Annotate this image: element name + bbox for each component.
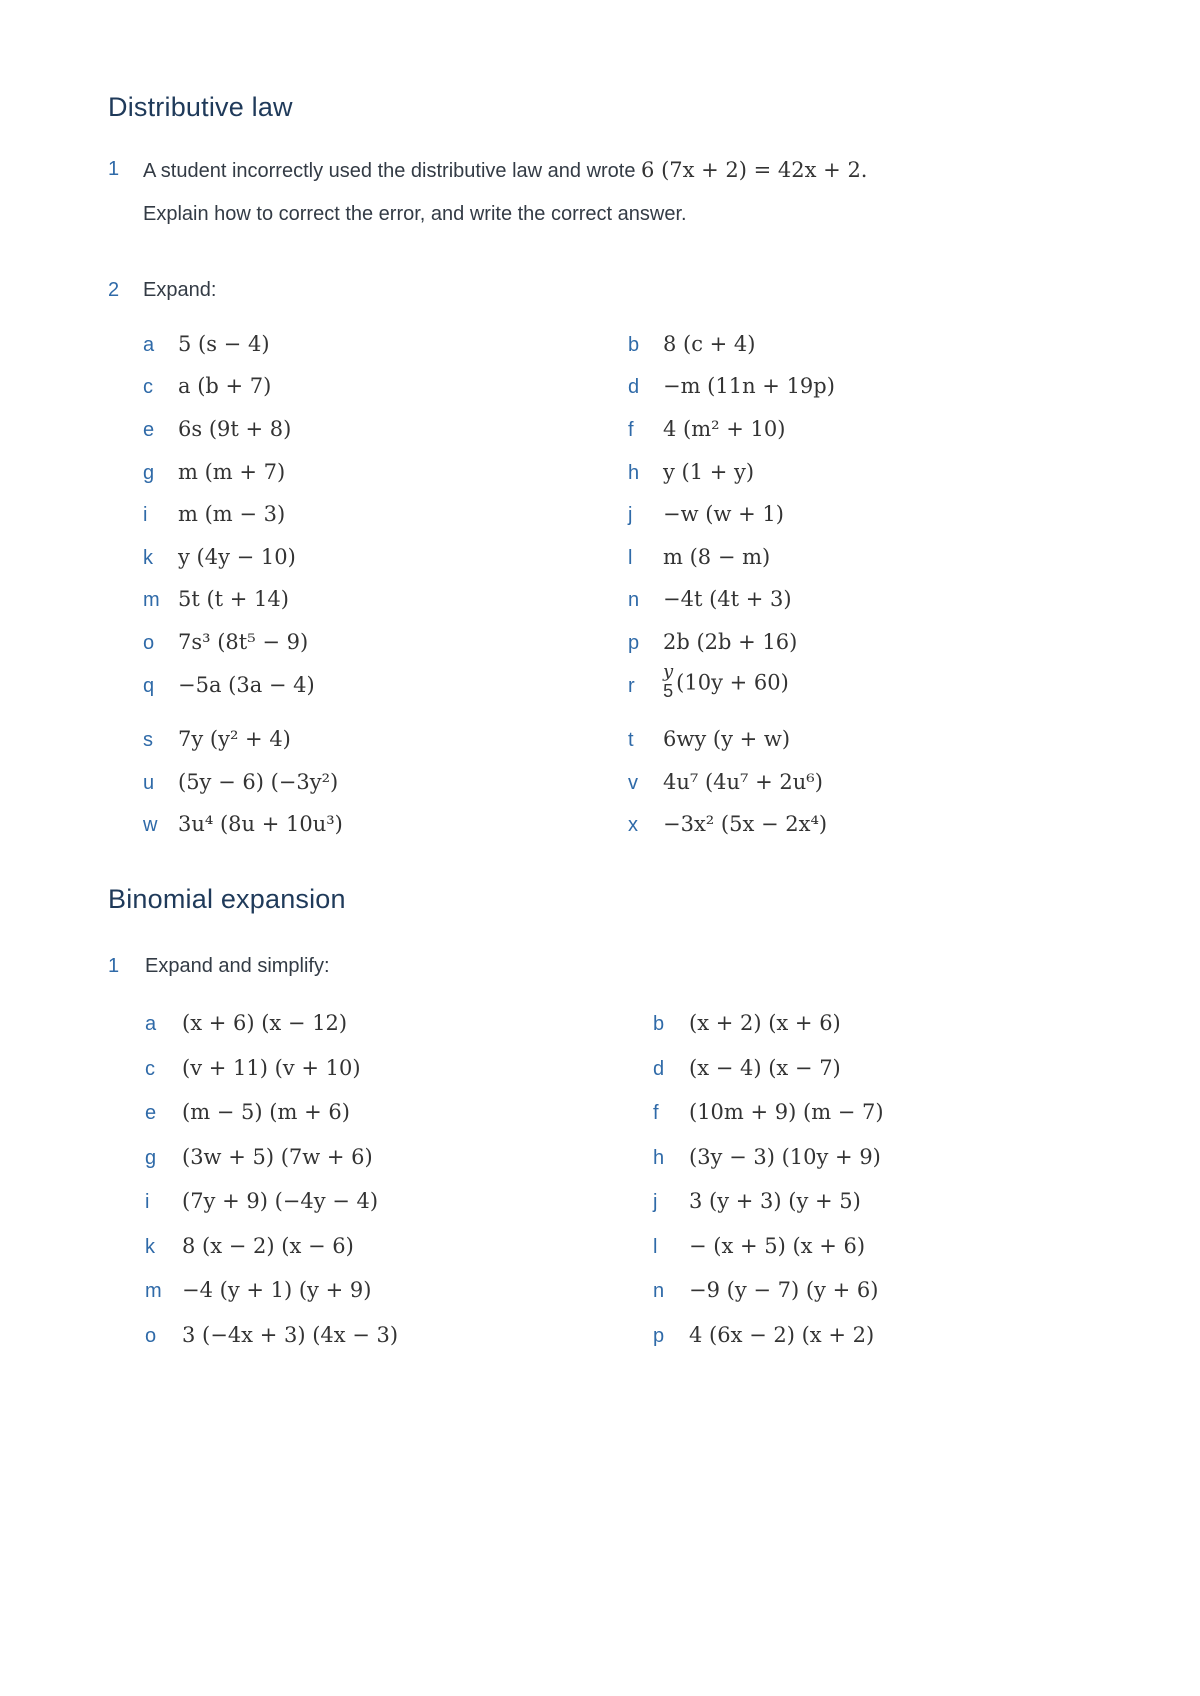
fraction [663,663,673,701]
part-label: t [628,729,634,751]
question-prompt: Expand: [143,279,217,301]
question-line: A student incorrectly used the distributive law and wrote [143,160,636,182]
part-label: s [143,729,153,751]
part-label: o [143,632,155,654]
part-expression: (x + 2) (x + 6) [689,1011,841,1035]
part-expression: −3x² (5x − 2x⁴) [663,812,828,836]
part-expression: −4t (4t + 3) [663,587,792,611]
part-label: e [145,1102,157,1124]
question-instruction: Explain how to correct the error, and write the correct answer. [143,203,687,225]
part-expression [663,661,789,703]
part-label: h [653,1147,665,1169]
part-expression: 2b (2b + 16) [663,630,798,654]
part-label: i [143,504,148,526]
part-label: d [628,376,640,398]
part-expression: 3 (−4x + 3) (4x − 3) [182,1323,399,1347]
part-label: d [653,1058,665,1080]
part-expression: (v + 11) (v + 10) [182,1056,361,1080]
part-label: b [653,1013,665,1035]
part-label: k [143,547,153,569]
part-label: p [653,1325,665,1347]
part-expression: (5y − 6) (−3y²) [178,770,339,794]
expression-text: (10y + 60) [676,670,789,695]
section-title-binomial-expansion: Binomial expansion [108,884,346,914]
part-label: c [143,376,153,398]
part-label: n [653,1280,665,1302]
part-label: w [143,814,158,836]
question-number: 1 [108,158,120,180]
part-expression: m (m + 7) [178,460,286,484]
part-expression: 7y (y² + 4) [178,727,291,751]
part-label: v [628,772,638,794]
part-expression: 3u⁴ (8u + 10u³) [178,812,343,836]
part-label: m [143,589,160,611]
part-label: b [628,334,640,356]
part-label: f [653,1102,659,1124]
part-label: g [145,1147,157,1169]
part-expression: a (b + 7) [178,374,272,398]
part-expression: y (1 + y) [663,460,755,484]
part-expression: (m − 5) (m + 6) [182,1100,350,1124]
part-label: j [628,504,633,526]
part-label: q [143,675,155,697]
fraction-numerator: y [663,661,674,682]
part-expression: 5 (s − 4) [178,332,270,356]
part-expression: 3 (y + 3) (y + 5) [689,1189,861,1213]
part-label: l [628,547,633,569]
part-label: i [145,1191,150,1213]
question-number: 2 [108,279,120,301]
part-label: l [653,1236,658,1258]
part-label: h [628,462,640,484]
question-text [143,158,867,183]
part-expression: −4 (y + 1) (y + 9) [182,1278,372,1302]
part-label: e [143,419,155,441]
section-title-distributive-law: Distributive law [108,92,293,122]
fraction-denominator: 5 [663,680,674,701]
part-expression: y (4y − 10) [178,545,296,569]
part-label: p [628,632,640,654]
part-expression: 4 (m² + 10) [663,417,786,441]
part-expression: m (8 − m) [663,545,771,569]
part-expression: (3y − 3) (10y + 9) [689,1145,881,1169]
part-expression: −m (11n + 19p) [663,374,835,398]
part-label: a [143,334,155,356]
part-label: n [628,589,640,611]
part-expression: (x + 6) (x − 12) [182,1011,348,1035]
question-equation: 6 (7x + 2) = 42x + 2. [641,158,868,182]
part-expression: (x − 4) (x − 7) [689,1056,841,1080]
part-expression: 4 (6x − 2) (x + 2) [689,1323,875,1347]
question-number: 1 [108,955,120,977]
part-expression: (7y + 9) (−4y − 4) [182,1189,379,1213]
part-expression: 5t (t + 14) [178,587,289,611]
part-expression: −w (w + 1) [663,502,784,526]
part-label: f [628,419,634,441]
part-expression: 7s³ (8t⁵ − 9) [178,630,309,654]
part-expression: −5a (3a − 4) [178,673,315,697]
part-label: a [145,1013,157,1035]
part-label: o [145,1325,157,1347]
part-label: j [653,1191,658,1213]
part-label: c [145,1058,155,1080]
part-label: x [628,814,638,836]
part-expression: m (m − 3) [178,502,286,526]
part-expression: (10m + 9) (m − 7) [689,1100,884,1124]
part-expression: 4u⁷ (4u⁷ + 2u⁶) [663,770,823,794]
part-label: m [145,1280,162,1302]
part-expression: 8 (x − 2) (x − 6) [182,1234,354,1258]
part-expression: − (x + 5) (x + 6) [689,1234,866,1258]
part-expression: 8 (c + 4) [663,332,756,356]
part-label: k [145,1236,155,1258]
part-expression: (3w + 5) (7w + 6) [182,1145,373,1169]
part-label: u [143,772,155,794]
question-prompt: Expand and simplify: [145,955,330,977]
part-expression: 6s (9t + 8) [178,417,292,441]
part-expression: 6wy (y + w) [663,727,791,751]
part-label: r [628,675,635,697]
part-expression: −9 (y − 7) (y + 6) [689,1278,879,1302]
part-label: g [143,462,155,484]
